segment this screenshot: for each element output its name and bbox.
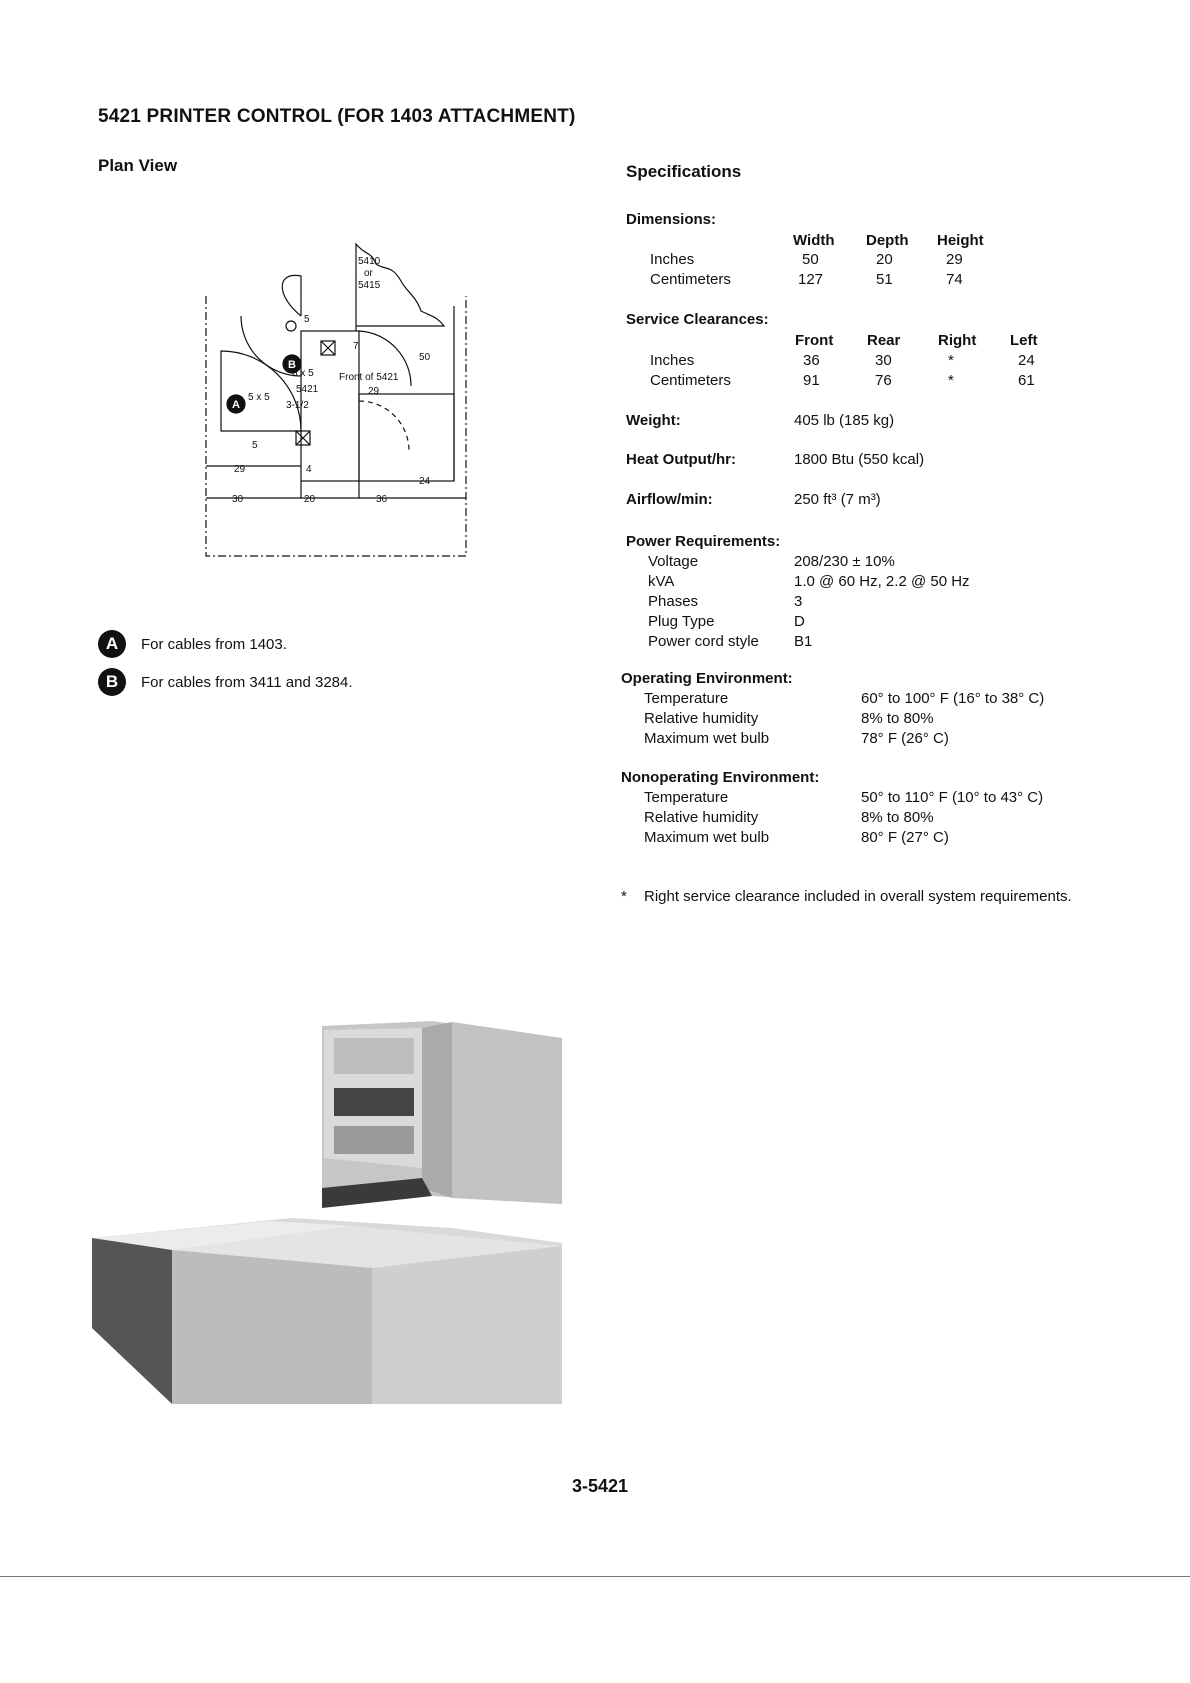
service-value: * — [948, 372, 954, 389]
airflow-label: Airflow/min: — [626, 491, 713, 508]
dimensions-value: 74 — [946, 271, 963, 288]
printer-control-photo — [92, 1018, 572, 1404]
service-col-right: Right — [938, 332, 977, 349]
service-col-left: Left — [1010, 332, 1038, 349]
legend-text-b: For cables from 3411 and 3284. — [141, 674, 353, 691]
operating-row-value: 8% to 80% — [861, 710, 934, 727]
dimensions-col-height: Height — [937, 232, 984, 249]
dimensions-value: 51 — [876, 271, 893, 288]
service-value: 30 — [875, 352, 892, 369]
nonoperating-environment-label: Nonoperating Environment: — [621, 769, 820, 786]
operating-row-label: Relative humidity — [644, 710, 759, 727]
power-row-value: D — [794, 613, 805, 630]
dimensions-col-depth: Depth — [866, 232, 909, 249]
service-value: * — [948, 352, 954, 369]
heat-output-label: Heat Output/hr: — [626, 451, 736, 468]
service-value: 91 — [803, 372, 820, 389]
svg-text:29: 29 — [234, 464, 246, 475]
legend-text-a: For cables from 1403. — [141, 636, 287, 653]
svg-text:5421: 5421 — [296, 384, 319, 395]
operating-row-value: 60° to 100° F (16° to 38° C) — [861, 690, 1045, 707]
marker-b: B — [288, 359, 296, 371]
dimensions-value: 20 — [876, 251, 893, 268]
service-col-front: Front — [795, 332, 834, 349]
power-row-label: Power cord style — [648, 633, 759, 650]
operating-row-value: 78° F (26° C) — [861, 730, 949, 747]
airflow-value: 250 ft³ (7 m³) — [794, 491, 881, 508]
service-row-label: Centimeters — [650, 372, 731, 389]
specifications-heading: Specifications — [626, 162, 742, 181]
label-5410: 5410 — [358, 256, 381, 267]
service-value: 24 — [1018, 352, 1035, 369]
power-requirements-label: Power Requirements: — [626, 533, 781, 550]
footnote-mark: * — [621, 888, 627, 905]
service-clearances-label: Service Clearances: — [626, 311, 769, 328]
svg-text:5: 5 — [304, 314, 310, 325]
power-row-label: Phases — [648, 593, 699, 610]
power-row-label: Plug Type — [648, 613, 715, 630]
dimensions-value: 127 — [798, 271, 824, 288]
svg-text:29: 29 — [368, 386, 380, 397]
svg-text:30: 30 — [232, 494, 244, 505]
weight-label: Weight: — [626, 412, 681, 429]
nonoperating-row-value: 8% to 80% — [861, 809, 934, 826]
svg-text:3-1/2: 3-1/2 — [286, 400, 309, 411]
power-row-value: 1.0 @ 60 Hz, 2.2 @ 50 Hz — [794, 573, 970, 590]
svg-text:7: 7 — [353, 341, 359, 352]
cabinet-5421 — [301, 331, 359, 481]
dimensions-col-width: Width — [793, 232, 835, 249]
operating-environment-label: Operating Environment: — [621, 670, 793, 687]
operating-row-label: Temperature — [644, 690, 729, 707]
marker-a: A — [232, 399, 240, 411]
service-col-rear: Rear — [867, 332, 901, 349]
service-value: 61 — [1018, 372, 1035, 389]
legend-marker-b: B — [98, 668, 126, 696]
svg-text:or: or — [364, 268, 373, 279]
power-row-label: kVA — [648, 573, 675, 590]
service-value: 36 — [803, 352, 820, 369]
power-row-value: B1 — [794, 633, 813, 650]
heat-output-value: 1800 Btu (550 kcal) — [794, 451, 925, 468]
power-row-label: Voltage — [648, 553, 699, 570]
svg-text:5 x 5: 5 x 5 — [248, 392, 270, 403]
svg-text:6 x 5: 6 x 5 — [292, 368, 314, 379]
plan-view-diagram — [196, 236, 486, 566]
page-number: 3-5421 — [572, 1476, 629, 1496]
plan-view-heading: Plan View — [98, 156, 178, 175]
svg-text:50: 50 — [419, 352, 431, 363]
dimensions-label: Dimensions: — [626, 211, 717, 228]
power-row-value: 3 — [794, 593, 803, 610]
footnote-text: Right service clearance included in overall system requirements. — [644, 888, 1072, 905]
service-value: 76 — [875, 372, 892, 389]
operating-row-label: Maximum wet bulb — [644, 730, 770, 747]
dimensions-row-label: Inches — [650, 251, 695, 268]
svg-text:4: 4 — [306, 464, 312, 475]
svg-text:24: 24 — [419, 476, 431, 487]
svg-text:36: 36 — [376, 494, 388, 505]
dimensions-value: 50 — [802, 251, 819, 268]
page-title: 5421 PRINTER CONTROL (FOR 1403 ATTACHMENT) — [98, 106, 576, 127]
weight-value: 405 lb (185 kg) — [794, 412, 895, 429]
svg-text:5: 5 — [252, 440, 258, 451]
power-row-value: 208/230 ± 10% — [794, 553, 895, 570]
dimensions-value: 29 — [946, 251, 963, 268]
nonoperating-row-label: Relative humidity — [644, 809, 759, 826]
nonoperating-row-label: Maximum wet bulb — [644, 829, 770, 846]
svg-text:Front of 5421: Front of 5421 — [339, 372, 399, 383]
nonoperating-row-value: 80° F (27° C) — [861, 829, 949, 846]
nonoperating-row-label: Temperature — [644, 789, 729, 806]
svg-text:20: 20 — [304, 494, 316, 505]
legend-marker-a: A — [98, 630, 126, 658]
nonoperating-row-value: 50° to 110° F (10° to 43° C) — [861, 789, 1044, 806]
clearance-boundary — [206, 296, 466, 556]
bottom-rule — [0, 1576, 1190, 1577]
service-row-label: Inches — [650, 352, 695, 369]
dimensions-row-label: Centimeters — [650, 271, 731, 288]
cabinet-front-section — [359, 394, 454, 481]
svg-text:5415: 5415 — [358, 280, 381, 291]
